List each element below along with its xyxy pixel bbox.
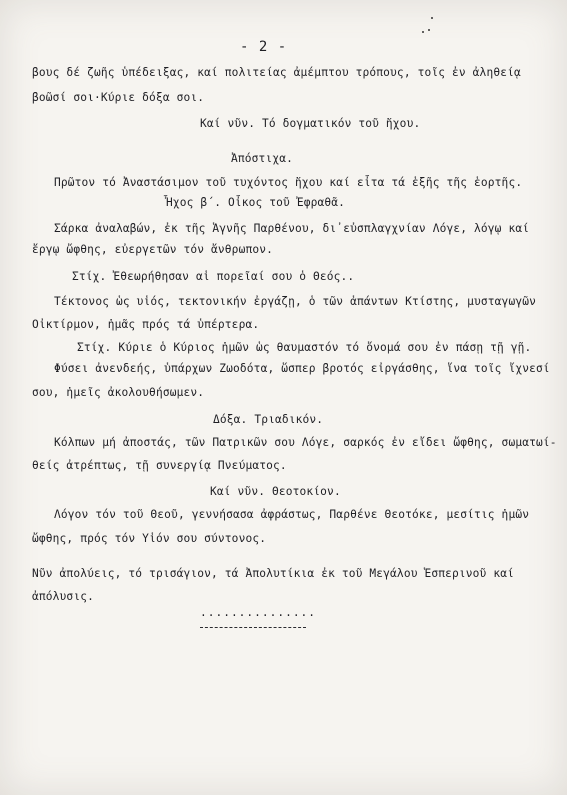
text-line-2: βοῶσί σοι·Κύριε δόξα σοι. xyxy=(32,91,205,104)
ink-speck xyxy=(431,17,433,19)
end-rule xyxy=(200,627,306,628)
text-line-17: θείς ἀτρέπτως, τῇ συνεργίᾳ Πνεύματος. xyxy=(32,459,287,472)
verse-line-1: Στίχ. Ἐθεωρήθησαν αἱ πορεῖαί σου ὁ Θεός.. xyxy=(72,270,355,283)
ink-speck xyxy=(422,31,424,33)
text-line-11: Οἰκτίρμον, ἡμᾶς πρός τά ὑπέρτερα. xyxy=(32,318,260,331)
text-line-5: Πρῶτον τό Ἀναστάσιμον τοῦ τυχόντος ἤχου καί εἶτα τά ἑξῆς τῆς ἑορτῆς. xyxy=(54,176,523,189)
heading-kai-nyn-dogmatikon: Καί νῦν. Τό δογματικόν τοῦ ἤχου. xyxy=(200,117,421,130)
heading-echos: Ἦχος β΄. Οἶκος τοῦ Ἐφραθᾶ. xyxy=(166,196,346,209)
text-line-13: Φύσει ἀνενδεής, ὑπάρχων Ζωοδότα, ὥσπερ βροτός εἰργάσθης, ἵνα τοῖς ἴχνεσί xyxy=(54,362,550,375)
text-line-7: Σάρκα ἀναλαβών, ἐκ τῆς Ἁγνῆς Παρθένου, δι᾽εὐσπλαγχνίαν Λόγε, λόγῳ καί xyxy=(54,222,530,235)
verse-line-2: Στίχ. Κύριε ὁ Κύριος ἡμῶν ὡς θαυμαστόν τό ὄνομά σου ἐν πάσῃ τῇ γῇ. xyxy=(77,341,532,354)
text-line-20: ὤφθης, πρός τόν Υἱόν σου σύντονος. xyxy=(32,532,267,545)
ink-speck xyxy=(428,29,430,31)
text-line-10: Τέκτονος ὡς υἱός, τεκτονικήν ἐργάζῃ, ὁ τῶν ἁπάντων Κτίστης, μυσταγωγῶν xyxy=(54,295,536,308)
text-line-14: σου, ἡμεῖς ἀκολουθήσωμεν. xyxy=(32,386,205,399)
text-line-19: Λόγον τόν τοῦ Θεοῦ, γεννήσασα ἀφράστως, Παρθένε Θεοτόκε, μεσίτις ἡμῶν xyxy=(54,508,530,521)
heading-aposticha: Ἀπόστιχα. xyxy=(231,152,293,165)
heading-doxa-triadikon: Δόξα. Τριαδικόν. xyxy=(213,413,324,426)
text-line-21: Νῦν ἀπολύεις, τό τρισάγιον, τά Ἀπολυτίκια ἐκ τοῦ Μεγάλου Ἑσπερινοῦ καί xyxy=(32,567,514,580)
end-dots: ............... xyxy=(200,606,317,619)
heading-theotokion: Καί νῦν. Θεοτοκίον. xyxy=(210,485,341,498)
text-line-16: Κόλπων μή ἀποστάς, τῶν Πατρικῶν σου Λόγε, σαρκός ἐν εἴδει ὤφθης, σωματωί- xyxy=(54,436,557,449)
page-number: - 2 - xyxy=(240,39,288,55)
text-line-22: ἀπόλυσις. xyxy=(32,590,94,603)
text-line-8: ἔργῳ ὤφθης, εὐεργετῶν τόν ἄνθρωπον. xyxy=(32,243,273,256)
text-line-1: βους δέ ζωῆς ὑπέδειξας, καί πολιτείας ἀμέμπτου τρόπους, τοῖς ἐν ἀληθείᾳ xyxy=(32,66,521,79)
